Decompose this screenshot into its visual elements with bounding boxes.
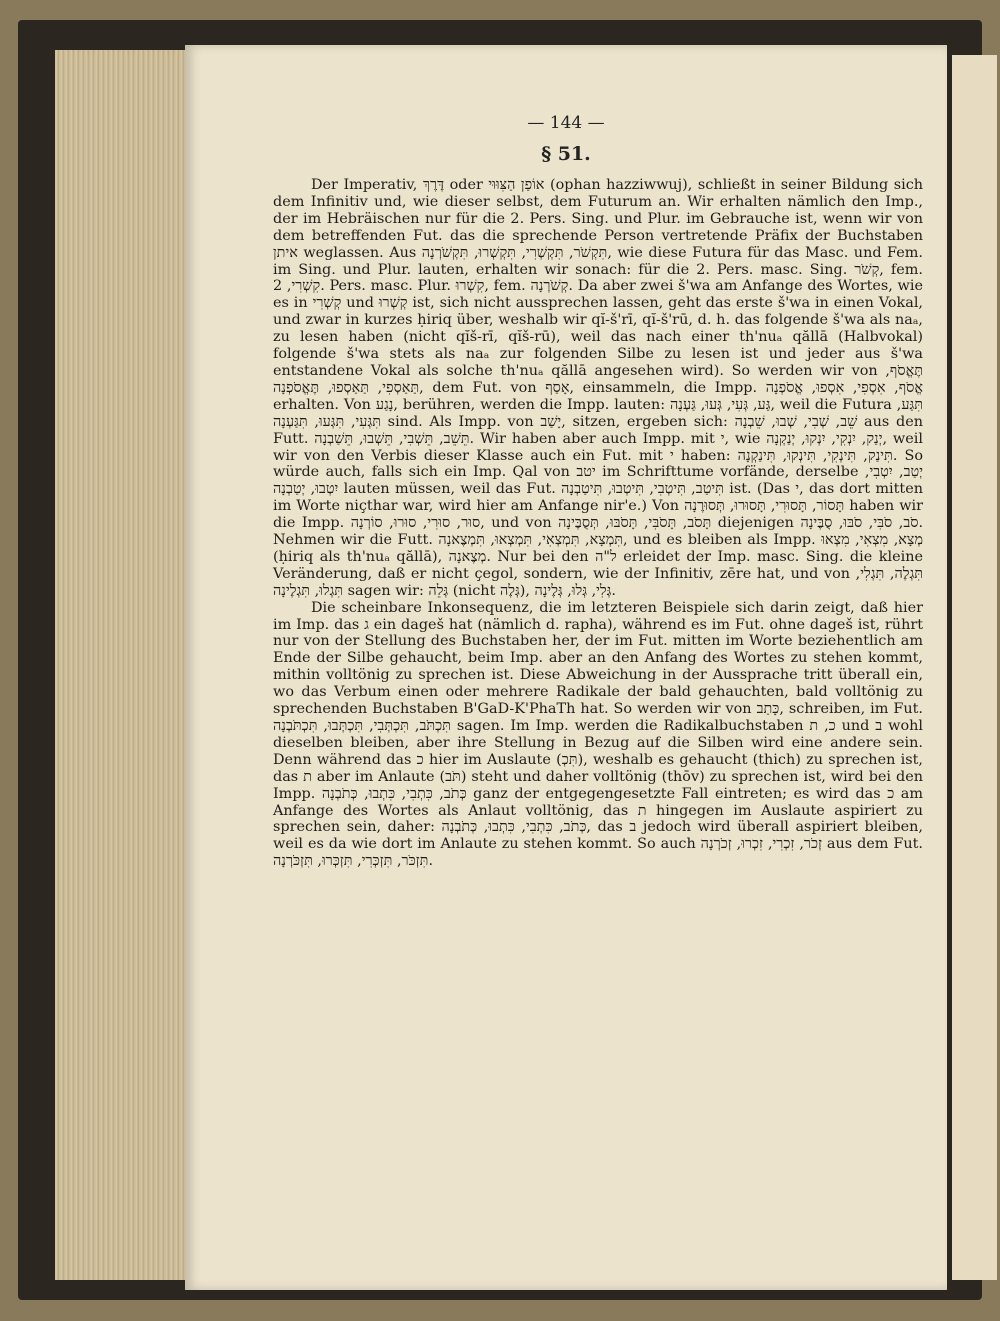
body-text	[273, 177, 923, 870]
paragraph-1: Der Imperativ, דֶּרֶךְ oder אוֹפַן הַצִּוּוּי (ophan hazziwwuj), schließt in seiner Bildung sich dem Infinitiv und, wie dieser selbst, dem Futurum an. Wir erhalten nämlich den Imp., der im Hebräischen nur für die 2. Pers. Sing. und Plur. im Gebrauche ist, wenn wir von dem betreffenden Fut. das die sprechende Person vertretende Präfix der Buchstaben איתן weglassen. Aus תִּקְשֹׁר, תִּקְשְׁרִי, תִּקְשְׁרוּ, תִּקְשֹׁרְנָה, wie diese Futura für das Masc. und Fem. im Sing. und Plur. lauten, erhalten wir sonach: für die 2. Pers. masc. Sing. קְשֹׁר, fem. קִשְׁרִי, 2. Pers. masc. Plur. קִשְׁרוּ, fem. קְשֹׁרְנָה. Da aber zwei š'wa am Anfange des Wortes, wie es in קְשְׁרִי und קְשְׁרוּ ist, sich nicht aussprechen lassen, geht das erste š'wa in einen Vokal, und zwar in kurzes ḥiriq über, weshalb wir qĭ-š'rī, qĭ-š'rū, d. h. das folgende š'wa als naₐ, zu lesen haben (nicht qĭš-rī, qĭš-rū), weil das nach einer th'nuₐ qăllā (Halbvokal) folgende š'wa stets als naₐ zur folgenden Silbe zu lesen ist und jeder aus š'wa entstandene Vokal als solche th'nuₐ qăllā angesehen wird). So werden wir von תֶּאֱסֹף, תַּאַסְפִי, תַּאַסְפוּ, תֶּאֱסֹפְנָה, dem Fut. von אָסַף, einsammeln, die Impp. אֱסֹף, אִסְפִי, אִסְפוּ, אֱסֹפְנָה erhalten. Von נָגַע, berühren, werden die Impp. lauten: גַּע, גְּעִי, גְּעוּ, גַּעְנָה, weil die Futura תִּגַּע, תִּגְּעִי, תִּגְּעוּ, תִּגַּעְנָה sind. Als Impp. von יָשַׁב, sitzen, ergeben sich: שֵׁב, שְׁבִי, שְׁבוּ, שֵׁבְנָה aus den Futt. תֵּשֵׁב, תֵּשְׁבִי, תֵּשְׁבוּ, תֵּשַׁבְנָה. Wir haben aber auch Impp. mit י, wie יְנַק, יִנְקִי, יִנְקוּ, יְנַקְנָה, weil wir von den Verbis dieser Klasse auch ein Fut. mit י haben: תִּינַק, תִּינְקִי, תִּינְקוּ, תִּינַקְנָה. So würde auch, falls sich ein Imp. Qal von יטב im Schrifttume vorfände, derselbe יְטַב, יִטְבִי, יִטְבוּ, יְטַבְנָה lauten müssen, weil das Fut. תִּיטַב, תִּיטְבִי, תִּיטְבוּ, תִּיטַבְנָה ist. (Das י, das dort mitten im Worte niçthar war, wird hier am Anfange nir'e.) Von תָּסוֹר, תָּסוּרִי, תָּסוּרוּ, תְּסוּרֶנָה haben wir die Impp. סוּר, סוּרִי, סוּרוּ, סוֹרְנָה, und von תָּסֹב, תָּסֹבִּי, תָּסֹבּוּ, תְּסֻבֶּינָה diejenigen סֹב, סֹבִּי, סֹבּוּ, סֻבֶּינָה. Nehmen wir die Futt. תִּמְצָא, תִּמְצְאִי, תִּמְצְאוּ, תִּמְצֶאנָה, und es bleiben als Impp. מְצָא, מִצְאִי, מִצְאוּ (ḥiriq als th'nuₐ qăllā), מְצֶאנָה. Nur bei den ל"ה erleidet der Imp. masc. Sing. die kleine Veränderung, daß er nicht çegol, sondern, wie der Infinitiv, zēre hat, und von תִּגְלֶה, תִּגְלִי, תִּגְלוּ, תִּגְלֶינָה sagen wir: גְּלֵה (nicht גְּלֶה), גְּלִי, גְּלוּ, גְּלֶינָה.	[273, 177, 924, 599]
book-page	[185, 45, 947, 1290]
next-page-edge	[952, 55, 997, 1280]
page-number: — 144 —	[527, 113, 605, 133]
page-edges	[55, 50, 185, 1280]
section-title: § 51.	[541, 143, 591, 165]
paragraph-2: Die scheinbare Inkonsequenz, die im letzteren Beispiele sich darin zeigt, daß hier im Imp. das ג ein dageš hat (nämlich d. rapha), während es im Fut. ohne dageš ist, rührt nur von der Stellung des Buchstaben her, der im Fut. mitten im Worte beziehentlich am Ende der Silbe gehaucht, beim Imp. aber an den Anfang des Wortes zu stehen kommt, mithin volltönig zu sprechen ist. Diese Abweichung in der Aussprache tritt überall ein, wo das Verbum einen oder mehrere Radikale der bald gehauchten, bald volltönig zu sprechenden Buchstaben B'GaD-K'PhaTh hat. So werden wir von כָּתַב, schreiben, im Fut. תִּכְתֹּב, תִּכְתְּבִי, תִּכְתְּבוּ, תִּכְתֹּבְנָה sagen. Im Imp. werden die Radikalbuchstaben כ, ת und ב wohl dieselben bleiben, aber ihre Stellung in Bezug auf die Silben wird eine andere sein. Denn während das כ hier im Auslaute (תִּכְ), weshalb es gehaucht (thich) zu sprechen ist, das ת aber im Anlaute (תֹּב) steht und daher volltönig (thōv) zu sprechen ist, wird bei den Impp. כְּתֹב, כִּתְבִי, כִּתְבוּ, כְּתֹבְנָה ganz der entgegengesetzte Fall eintreten; es wird das כ am Anfange des Wortes als Anlaut volltönig, das ת hingegen im Auslaute aspiriert zu sprechen sein, daher: כְּתֹב, כִּתְבִי, כִּתְבוּ, כְּתֹבְנָה, das ב jedoch wird überall aspiriert bleiben, weil es da wie dort im Anlaute zu stehen kommt. So auch זְכֹר, זִכְרִי, זִכְרוּ, זְכֹרְנָה aus dem Fut. תִּזְכֹּר, תִּזְכְּרִי, תִּזְכְּרוּ, תִּזְכֹּרְנָה.	[273, 599, 924, 870]
